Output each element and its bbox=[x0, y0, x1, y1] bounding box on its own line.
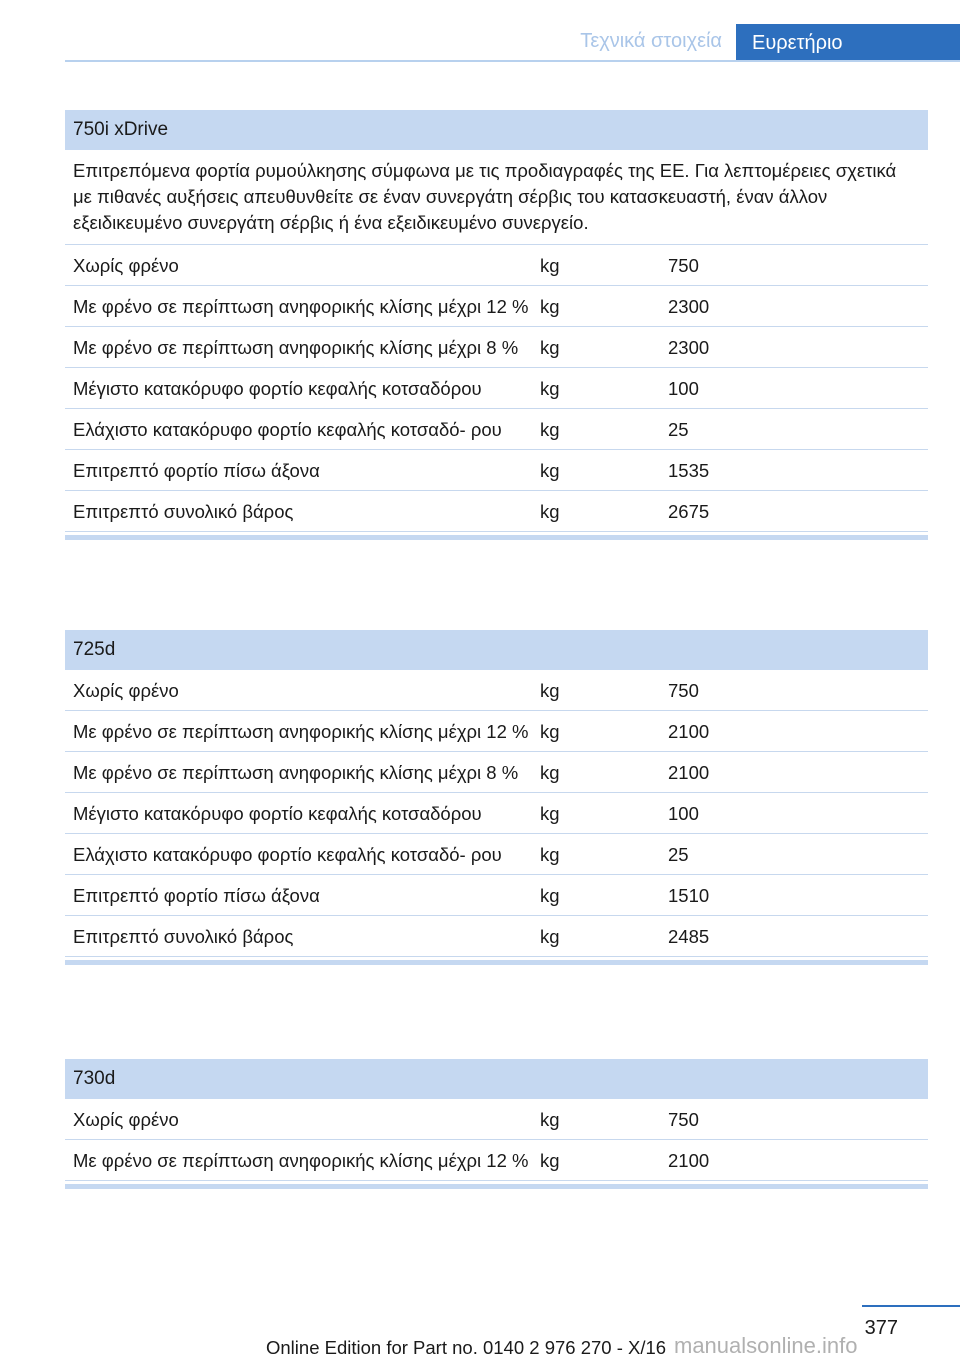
row-unit: kg bbox=[540, 680, 560, 701]
row-label: Με φρένο σε περίπτωση ανηφορικής κλίσης μέχρι 8 % bbox=[73, 337, 519, 358]
row-unit: kg bbox=[540, 337, 560, 358]
row-label: Με φρένο σε περίπτωση ανηφορικής κλίσης μέχρι 12 % bbox=[73, 721, 529, 742]
table-row bbox=[65, 793, 928, 834]
row-label: Μέγιστο κατακόρυφο φορτίο κεφαλής κοτσαδόρου bbox=[73, 803, 482, 824]
row-value: 25 bbox=[668, 844, 689, 865]
row-label: Επιτρεπτό φορτίο πίσω άξονα bbox=[73, 460, 320, 481]
row-unit: kg bbox=[540, 296, 560, 317]
top-navigation bbox=[65, 24, 960, 62]
table-note: Επιτρεπόμενα φορτία ρυμούλκησης σύμφωνα με τις προδιαγραφές της ΕΕ. Για λεπτομέρειες σχετικά με πιθανές αυξήσεις απευθυνθείτε σε έναν συνεργάτη σέρβις του κατασκευαστή, έναν άλλον εξειδικευμένο συνεργάτη σέρβις ή ένα εξειδικευμένο συνεργείο. bbox=[65, 150, 928, 245]
page-number: 377 bbox=[864, 1317, 898, 1339]
row-label: Χωρίς φρένο bbox=[73, 680, 179, 701]
row-value: 750 bbox=[668, 255, 699, 276]
table-row bbox=[65, 286, 928, 327]
row-label: Ελάχιστο κατακόρυφο φορτίο κεφαλής κοτσαδό- ρου bbox=[73, 419, 502, 440]
row-unit: kg bbox=[540, 501, 560, 522]
table-title: 725d bbox=[65, 630, 928, 670]
row-unit: kg bbox=[540, 1109, 560, 1130]
row-unit: kg bbox=[540, 255, 560, 276]
row-value: 2675 bbox=[668, 501, 710, 522]
row-value: 2100 bbox=[668, 721, 710, 742]
table-row bbox=[65, 834, 928, 875]
row-unit: kg bbox=[540, 762, 560, 783]
table-title: 730d bbox=[65, 1059, 928, 1099]
table-row bbox=[65, 1140, 928, 1181]
table-row bbox=[65, 327, 928, 368]
footer-rule bbox=[862, 1305, 960, 1307]
row-value: 25 bbox=[668, 419, 689, 440]
row-label: Επιτρεπτό συνολικό βάρος bbox=[73, 926, 294, 947]
table-row bbox=[65, 916, 928, 957]
row-unit: kg bbox=[540, 844, 560, 865]
tab-index[interactable]: Ευρετήριο bbox=[736, 24, 960, 62]
row-unit: kg bbox=[540, 885, 560, 906]
row-value: 1535 bbox=[668, 460, 710, 481]
row-value: 2485 bbox=[668, 926, 710, 947]
row-value: 2300 bbox=[668, 296, 710, 317]
row-unit: kg bbox=[540, 378, 560, 399]
row-label: Ελάχιστο κατακόρυφο φορτίο κεφαλής κοτσαδό- ρου bbox=[73, 844, 502, 865]
table-row bbox=[65, 450, 928, 491]
row-value: 100 bbox=[668, 378, 699, 399]
row-value: 750 bbox=[668, 1109, 699, 1130]
row-unit: kg bbox=[540, 460, 560, 481]
table-row bbox=[65, 711, 928, 752]
section-link-technical-data[interactable]: Τεχνικά στοιχεία bbox=[580, 30, 722, 52]
row-value: 750 bbox=[668, 680, 699, 701]
row-value: 1510 bbox=[668, 885, 710, 906]
row-unit: kg bbox=[540, 721, 560, 742]
table-row bbox=[65, 875, 928, 916]
row-unit: kg bbox=[540, 419, 560, 440]
table-row bbox=[65, 1099, 928, 1140]
table-row bbox=[65, 368, 928, 409]
watermark: manualsonline.info bbox=[674, 1333, 858, 1358]
row-label: Με φρένο σε περίπτωση ανηφορικής κλίσης μέχρι 12 % bbox=[73, 296, 529, 317]
row-value: 2300 bbox=[668, 337, 710, 358]
row-unit: kg bbox=[540, 926, 560, 947]
row-label: Μέγιστο κατακόρυφο φορτίο κεφαλής κοτσαδόρου bbox=[73, 378, 482, 399]
table-row bbox=[65, 245, 928, 286]
table-730d bbox=[65, 1059, 928, 1189]
table-end-bar bbox=[65, 1184, 928, 1189]
table-row bbox=[65, 491, 928, 532]
row-value: 100 bbox=[668, 803, 699, 824]
header-divider bbox=[65, 60, 960, 62]
edition-text: Online Edition for Part no. 0140 2 976 270 - X/16 bbox=[266, 1337, 667, 1358]
row-label: Χωρίς φρένο bbox=[73, 255, 179, 276]
table-row bbox=[65, 409, 928, 450]
table-725d bbox=[65, 630, 928, 965]
row-label: Χωρίς φρένο bbox=[73, 1109, 179, 1130]
row-label: Με φρένο σε περίπτωση ανηφορικής κλίσης μέχρι 12 % bbox=[73, 1150, 529, 1171]
row-label: Με φρένο σε περίπτωση ανηφορικής κλίσης μέχρι 8 % bbox=[73, 762, 519, 783]
table-end-bar bbox=[65, 960, 928, 965]
table-750i-xdrive bbox=[65, 110, 928, 540]
table-row bbox=[65, 670, 928, 711]
table-end-bar bbox=[65, 535, 928, 540]
row-label: Επιτρεπτό συνολικό βάρος bbox=[73, 501, 294, 522]
row-unit: kg bbox=[540, 1150, 560, 1171]
table-title: 750i xDrive bbox=[65, 110, 928, 150]
row-unit: kg bbox=[540, 803, 560, 824]
table-row bbox=[65, 752, 928, 793]
row-label: Επιτρεπτό φορτίο πίσω άξονα bbox=[73, 885, 320, 906]
row-value: 2100 bbox=[668, 1150, 710, 1171]
row-value: 2100 bbox=[668, 762, 710, 783]
